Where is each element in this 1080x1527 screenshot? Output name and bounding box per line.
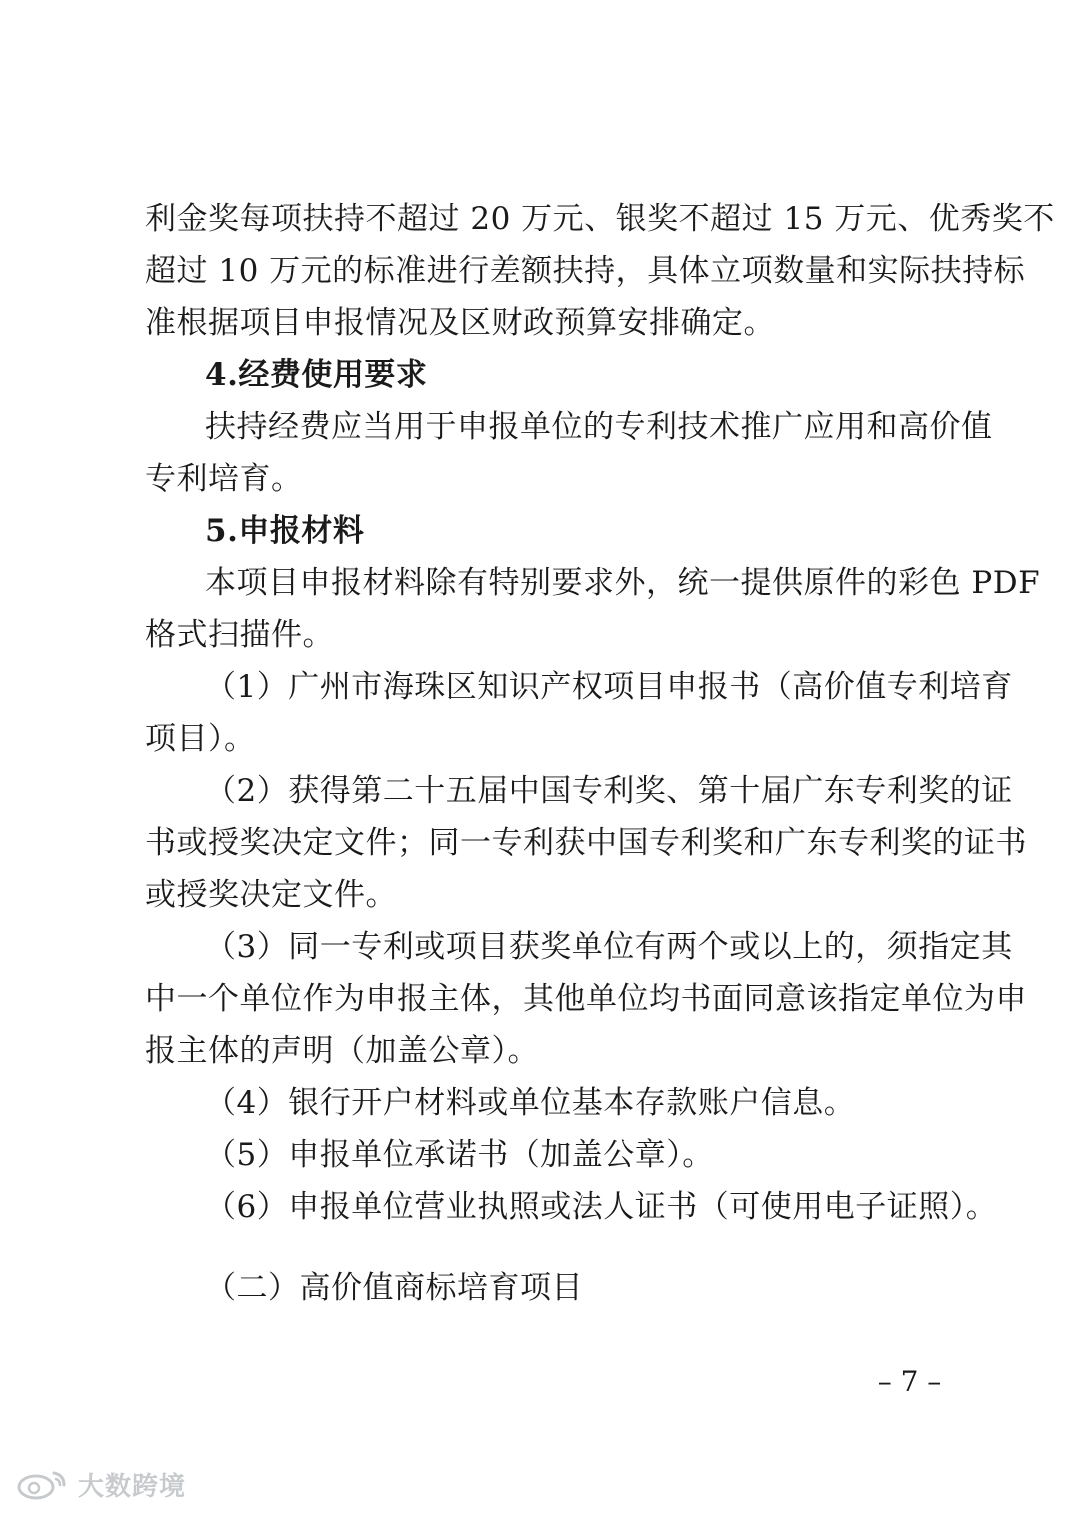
list-item-text: （6）申报单位营业执照或法人证书（可使用电子证照）。 [205,1189,998,1225]
list-item-text: （1）广州市海珠区知识产权项目申报书（高价值专利培育 [205,669,1013,705]
body-text-line: 本项目申报材料除有特别要求外，统一提供原件的彩色 PDF [205,565,1041,601]
section-heading: 4.经费使用要求 [205,357,428,393]
body-text-line: 专利培育。 [145,461,303,497]
list-item-text: 或授奖决定文件。 [145,877,397,913]
list-item-text: （5）申报单位承诺书（加盖公章）。 [205,1137,714,1173]
watermark [14,1464,186,1504]
weibo-logo-icon [14,1467,74,1501]
page-number: – 7 – [877,1365,942,1398]
body-text-line: 利金奖每项扶持不超过 20 万元、银奖不超过 15 万元、优秀奖不 [145,201,1055,237]
subsection-heading: （二）高价值商标培育项目 [205,1270,583,1306]
list-item-text: 项目）。 [145,721,256,757]
list-item-text: 书或授奖决定文件；同一专利获中国专利奖和广东专利奖的证书 [145,825,1027,861]
list-item-text: 中一个单位作为申报主体，其他单位均书面同意该指定单位为申 [145,981,1027,1017]
body-text-line: 格式扫描件。 [145,617,334,653]
section-heading: 5.申报材料 [205,513,365,549]
list-item-text: （2）获得第二十五届中国专利奖、第十届广东专利奖的证 [205,773,1013,809]
list-item-text: （3）同一专利或项目获奖单位有两个或以上的，须指定其 [205,929,1013,965]
body-text-line: 准根据项目申报情况及区财政预算安排确定。 [145,305,775,341]
body-text-line: 超过 10 万元的标准进行差额扶持，具体立项数量和实际扶持标 [145,253,1026,289]
watermark-text: 大数跨境 [78,1471,187,1502]
body-text-line: 扶持经费应当用于申报单位的专利技术推广应用和高价值 [205,409,993,445]
list-item-text: （4）银行开户材料或单位基本存款账户信息。 [205,1085,856,1121]
list-item-text: 报主体的声明（加盖公章）。 [145,1033,539,1069]
